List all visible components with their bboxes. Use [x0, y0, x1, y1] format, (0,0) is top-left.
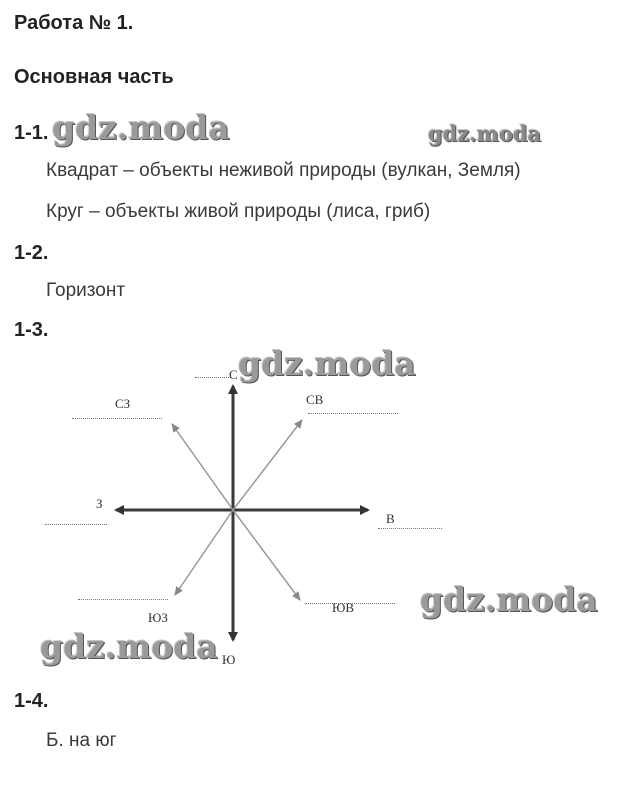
task-1-2-answer: Горизонт: [46, 280, 126, 301]
label-west: З: [96, 496, 103, 511]
watermark-5: gdz.moda: [40, 627, 218, 666]
task-1-2-label: 1-2.: [14, 242, 49, 264]
task-1-4-label: 1-4.: [14, 690, 49, 712]
label-northwest: СЗ: [115, 396, 131, 411]
task-1-1-line-1: Квадрат – объекты неживой природы (вулкан, Земля): [46, 160, 521, 181]
dots-northwest: [72, 418, 162, 419]
label-southwest: ЮЗ: [148, 610, 168, 625]
task-1-1-line-2: Круг – объекты живой природы (лиса, гриб): [46, 201, 431, 222]
arrow-southwest: [175, 510, 233, 595]
dots-northeast: [308, 413, 398, 414]
watermark-2: gdz.moda: [428, 121, 542, 146]
label-south: Ю: [222, 652, 236, 667]
watermark-1: gdz.moda: [52, 108, 230, 147]
label-southeast: ЮВ: [332, 600, 355, 615]
watermark-4: gdz.moda: [420, 580, 598, 619]
dots-west: [45, 524, 107, 525]
dots-southwest: [78, 599, 168, 600]
section-title: Основная часть: [14, 66, 174, 88]
label-northeast: СВ: [306, 392, 324, 407]
arrow-northwest: [172, 424, 233, 510]
label-east: В: [386, 511, 395, 526]
dots-north: [195, 377, 231, 378]
task-1-4-answer: Б. на юг: [46, 730, 117, 751]
arrow-southeast: [233, 510, 300, 600]
dots-east: [378, 528, 442, 529]
page-title: Работа № 1.: [14, 12, 134, 34]
arrow-northeast: [233, 420, 302, 510]
label-north: С: [229, 367, 238, 382]
task-1-1-label: 1-1.: [14, 122, 49, 144]
task-1-3-label: 1-3.: [14, 319, 49, 341]
watermark-3: gdz.moda: [238, 344, 416, 383]
